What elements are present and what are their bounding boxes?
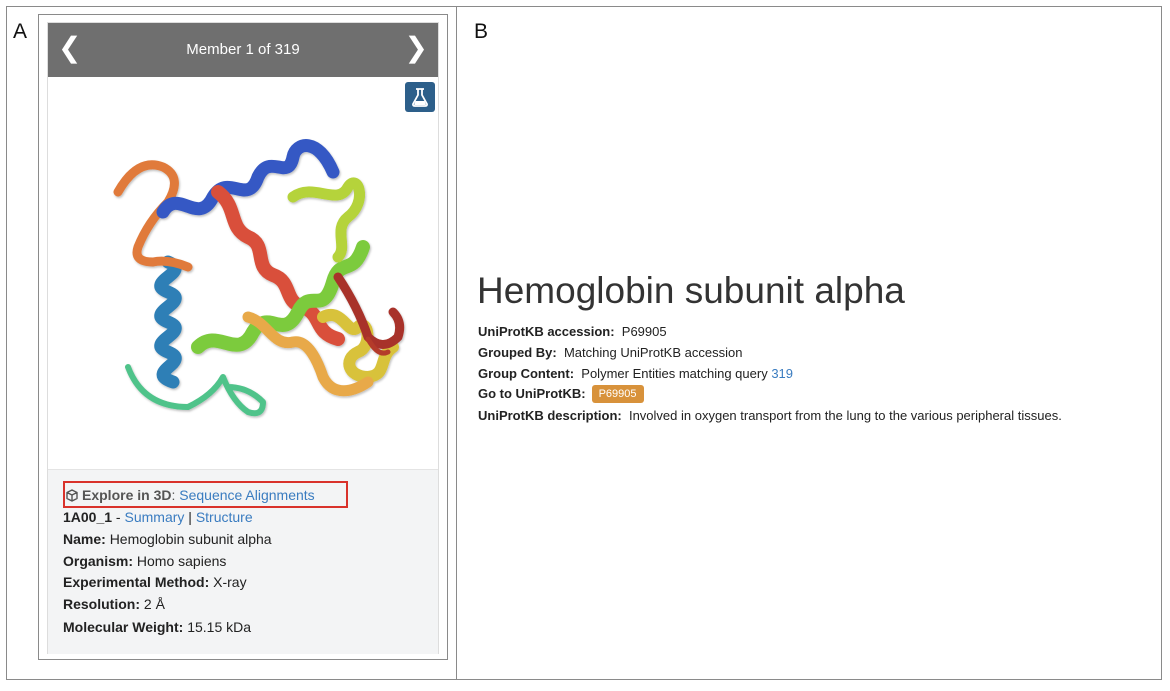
entity-pipe: | <box>184 509 196 525</box>
field-name <box>63 531 272 547</box>
group-content-value: Polymer Entities matching query <box>581 366 768 381</box>
chevron-left-icon[interactable]: ❮ <box>58 32 82 63</box>
group-content-label: Group Content: <box>478 366 575 381</box>
field-value: 2 Å <box>143 596 165 612</box>
member-counter: Member 1 of 319 <box>186 41 300 58</box>
grouped-by-row <box>478 345 742 360</box>
accession-row <box>478 324 667 339</box>
field-value: Homo sapiens <box>136 553 227 569</box>
field-value: Hemoglobin subunit alpha <box>109 531 272 547</box>
structure-link[interactable]: Structure <box>195 509 253 525</box>
explore-separator: : <box>171 487 176 503</box>
field-molecular-weight <box>63 619 251 635</box>
description-row <box>478 408 1062 423</box>
entity-row <box>63 509 253 525</box>
explore-in-3d-row <box>66 487 315 505</box>
entity-dash: - <box>112 509 125 525</box>
panel-divider <box>456 6 457 680</box>
field-label: Experimental Method: <box>63 574 210 590</box>
sequence-alignments-link[interactable]: Sequence Alignments <box>179 487 315 503</box>
group-content-row <box>478 366 793 381</box>
explore-label: Explore in 3D <box>82 487 172 503</box>
grouped-by-value: Matching UniProtKB accession <box>563 345 743 360</box>
grouped-by-label: Grouped By: <box>478 345 557 360</box>
entity-id: 1A00_1 <box>63 509 113 525</box>
uniprot-badge-link[interactable]: P69905 <box>592 385 644 403</box>
description-value: Involved in oxygen transport from the lung to the various peripheral tissues. <box>628 408 1062 423</box>
field-resolution <box>63 596 165 612</box>
chevron-right-icon[interactable]: ❯ <box>404 32 428 63</box>
goto-uniprot-label: Go to UniProtKB: <box>478 386 586 401</box>
panel-b-label: B <box>474 20 489 43</box>
field-label: Molecular Weight: <box>63 619 184 635</box>
field-value: X-ray <box>213 574 247 590</box>
group-title: Hemoglobin subunit alpha <box>477 270 905 311</box>
goto-uniprot-row <box>478 385 644 403</box>
field-label: Name: <box>63 531 106 547</box>
field-label: Resolution: <box>63 596 140 612</box>
field-value: 15.15 kDa <box>187 619 252 635</box>
field-experimental-method <box>63 574 247 590</box>
accession-value: P69905 <box>621 324 667 339</box>
field-label: Organism: <box>63 553 134 569</box>
panel-a-label: A <box>13 20 28 43</box>
member-carousel-header <box>48 23 438 77</box>
field-organism <box>63 553 226 569</box>
cube-icon <box>66 489 78 505</box>
summary-link[interactable]: Summary <box>124 509 185 525</box>
group-content-count-link[interactable]: 319 <box>771 366 794 381</box>
description-label: UniProtKB description: <box>478 408 622 423</box>
protein-structure-image <box>48 77 438 469</box>
accession-label: UniProtKB accession: <box>478 324 615 339</box>
